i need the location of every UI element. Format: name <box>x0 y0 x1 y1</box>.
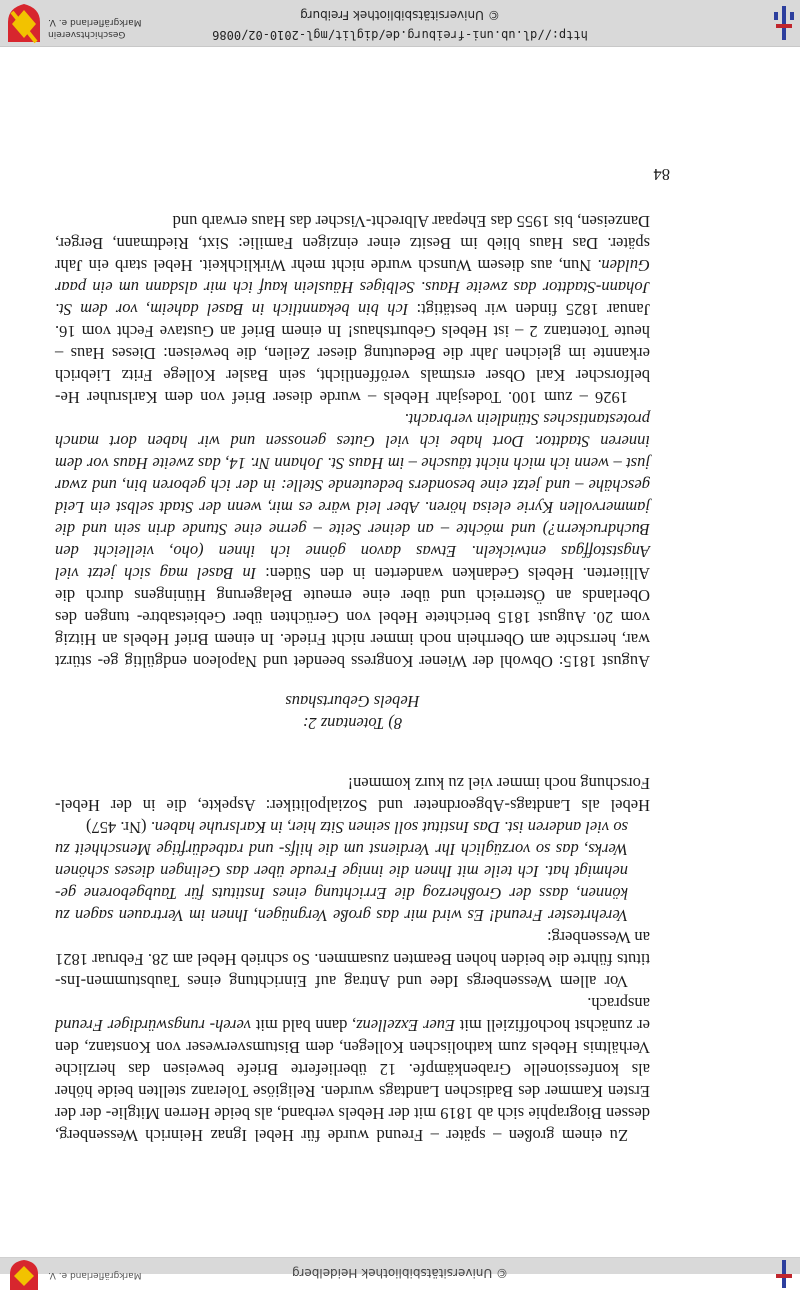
page-number: 84 <box>653 165 670 184</box>
paragraph-august-1815: August 1815: Obwohl der Wiener Kongress beendet und Napoleon endgültig ge- stürzt war, herrschte am Oberrhein noch immer nicht Friede. In einem Brief Hebels an Hitzig vom 20. August 1815 berichtete Hebel von Gerüchten über Gebietsabtre- tungen des Oberlands an Österreich und über eine erneute Belagerung Hüningens durch die Alliierten. Hebels Gedanken wanderten in den Süden: In Basel mag sich jetzt viel Angststoffgas entwickeln. Etwas davon gönne ich ihnen (oho, vielleicht den Buchdruckern?) und möchte – an deiner Seite – gerne eine Stunde drin sein und die jammervollen Kyrie eleisa hören. Aber leid wäre es mir, wenn der Stadt selbst ein Leid geschähe – und jetzt eine besonders bedeutende Stelle: in der ich geboren bin, und zwar just – wenn ich mich nicht täusche – im Haus St. Johann Nr. 14, das zweite Haus vor dem inneren Stadttor. Dort habe ich viel Gutes genossen und wir haben dort manch protestantisches Stündlein verbracht. <box>54 410 650 671</box>
section-heading: 8) Totentanz 2: Hebels Geburtshaus <box>285 692 420 733</box>
copyright-text: ©Universitätsbibliothek Freiburg <box>300 8 500 22</box>
viewer-footer-bar <box>0 0 800 47</box>
society-crest-icon <box>6 4 42 42</box>
page-body <box>55 210 650 1146</box>
paragraph-taubstummen: Vor allem Wessenbergs Idee und Antrag auf Einrichtung eines Taubstummen-Ins- tituts führte die beiden hohen Beamten zusammen. So schrieb Hebel am 28. Februar 1821 an Wessenberg: <box>55 928 650 991</box>
source-url-link[interactable]: http://dl.ub.uni-freiburg.de/diglit/mgl-2010-02/0086 <box>212 28 588 42</box>
top-copyright-text: © Universitätsbibliothek Heidelberg <box>292 1266 509 1280</box>
paragraph-1926: 1926 – zum 100. Todesjahr Hebels – wurde dieser Brief von dem Karlsruher He- belforscher Karl Obser erstmals veröffentlicht, sein Basler Kollege Fritz Liebrich erkannte im gleichen Jahr die Bedeutung dieser Zeilen, die beweisen: Dieses Haus – heute Totentanz 2 – ist Hebels Geburtshaus! In einem Brief an Gustave Fecht vom 16. Januar 1825 finden wir bestätigt: Ich bin bekanntlich in Basel daheim, vor dem St. Johann-Stadttor das zweite Haus. Selbiges Häuslein kauf ich mir alsdann um ein paar Gulden. Nun, aus diesem Wunsch wurde nicht mehr Wirklichkeit. Hebel starb ein Jahr später. Das Haus blieb im Besitz einer einzigen Familie: Sixt, Riedtmann, Berger, Danzeisen, bis 1955 das Ehepaar Albrecht-Vischer das Haus erwarb und <box>54 212 650 407</box>
paragraph-landtag: Hebel als Landtags-Abgeordneter und Sozialpolitiker: Aspekte, die in der Hebel- Forschung noch immer viel zu kurz kommen! <box>55 774 650 815</box>
society-name: Geschichtsverein Markgräflerland e. V. <box>48 17 142 39</box>
paragraph-wessenberg: Zu einem großen – später – Freund wurde für Hebel Ignaz Heinrich Wessenberg, dessen Biographie sich ab 1819 mit der Hebels verband, als beide Herren Mitglie- der der Ersten Kammer des Badischen Landtags wurden. Religiöse Toleranz stellten beide höher als konfessionelle Grabenkämpfe. 12 überlieferte Briefe beweisen das herzliche Verhältnis Hebels zum katholischen Kollegen, dem Bistumsverweser von Konstanz, den er zunächst hochoffiziell mit Euer Exzellenz, dann bald mit vereh- rungswürdiger Freund ansprach. <box>54 994 650 1145</box>
letter-quote: Verehrtester Freund! Es wird mir das große Vergnügen, Ihnen im Vertrauen sagen zu können, dass der Großherzog die Errichtung eines Instituts für Taubgeborene ge- nehmigt hat. Ich teile mit Ihnen die innige Freude über das Gelingen dieses schönen Werks, das so vorzüglich Ihr Verdienst um die hilfs- und ratbedürftige Menschheit zu so viel anderen ist. Das Institut soll seinen Sitz hier, in Karlsruhe haben. (Nr. 457) <box>55 818 628 925</box>
top-society-name: Markgräflerland e. V. <box>48 1270 142 1280</box>
society-crest-icon <box>6 1260 42 1290</box>
copyright-icon: © <box>487 8 500 22</box>
viewer-top-bar <box>0 1257 800 1280</box>
